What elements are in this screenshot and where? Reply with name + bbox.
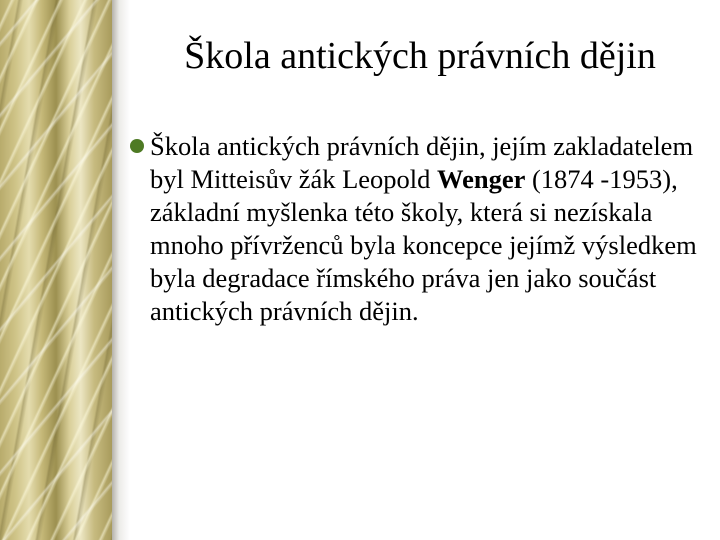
decorative-bar-shadow — [112, 0, 130, 540]
bullet-text — [150, 130, 710, 328]
bullet-text-bold-name: Wenger — [437, 164, 526, 194]
bullet-dot-icon — [130, 139, 144, 153]
slide-title: Škola antických právních dějin — [184, 35, 656, 77]
slide-content — [150, 130, 710, 328]
bullet-text-part2: (1874 -1953), základní myšlenka této školy, která si nezískala mnoho přívrženců byla koncepce jejímž výsledkem byla degradace římského práva jen jako součást antických právních dějin. — [150, 164, 697, 326]
bullet-text-part1: Škola antických právních dějin, jejím zakladatelem byl Mitteisův žák Leopold — [150, 131, 694, 194]
decorative-marble-bar — [0, 0, 112, 540]
